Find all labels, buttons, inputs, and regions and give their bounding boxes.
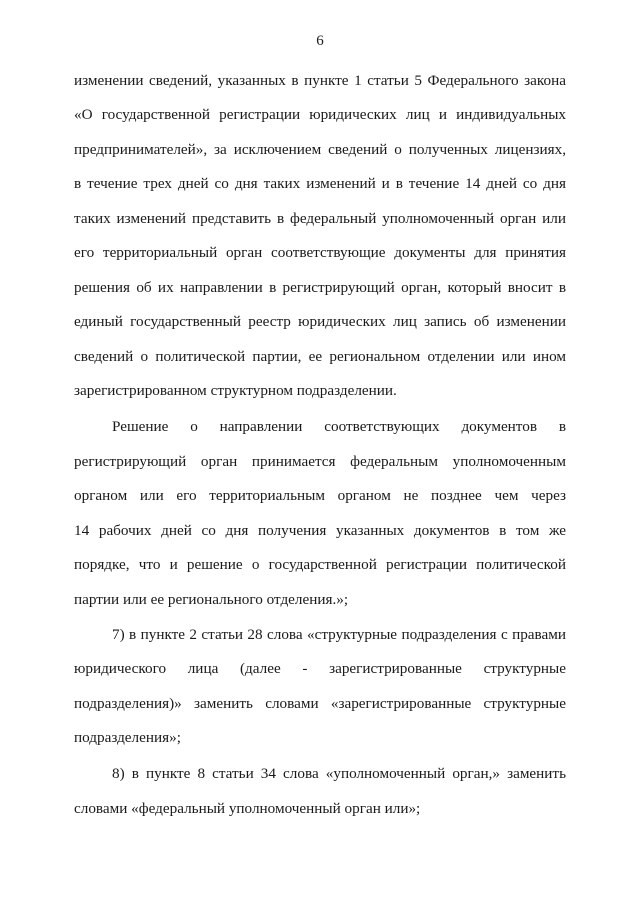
paragraph-first-line: Решение о направлении соответствующих документов в bbox=[112, 418, 566, 435]
text-line: изменении сведений, указанных в пункте 1 статьи 5 Федерального закона bbox=[74, 72, 566, 89]
text-line: таких изменений представить в федеральный уполномоченный орган или bbox=[74, 210, 566, 227]
text-line: зарегистрированном структурном подразделении. bbox=[74, 382, 397, 399]
list-item-7-first-line: 7) в пункте 2 статьи 28 слова «структурные подразделения с правами bbox=[112, 626, 566, 643]
text-line: предпринимателей», за исключением сведений о полученных лицензиях, bbox=[74, 141, 566, 158]
text-line: партии или ее регионального отделения.»; bbox=[74, 591, 349, 608]
text-line: подразделения)» заменить словами «зарегистрированные структурные bbox=[74, 695, 566, 712]
text-line: «О государственной регистрации юридических лиц и индивидуальных bbox=[74, 106, 566, 123]
text-line: регистрирующий орган принимается федеральным уполномоченным bbox=[74, 453, 566, 470]
text-line: в течение трех дней со дня таких изменений и в течение 14 дней со дня bbox=[74, 175, 566, 192]
text-line: порядке, что и решение о государственной регистрации политической bbox=[74, 556, 566, 573]
text-line: юридического лица (далее - зарегистрированные структурные bbox=[74, 660, 566, 677]
text-line: органом или его территориальным органом не позднее чем через bbox=[74, 487, 566, 504]
text-line: словами «федеральный уполномоченный орган или»; bbox=[74, 800, 421, 817]
text-line: подразделения»; bbox=[74, 729, 181, 746]
text-line: его территориальный орган соответствующие документы для принятия bbox=[74, 244, 566, 261]
text-line: сведений о политической партии, ее региональном отделении или ином bbox=[74, 348, 566, 365]
text-line: единый государственный реестр юридических лиц запись об изменении bbox=[74, 313, 566, 330]
text-line: решения об их направлении в регистрирующий орган, который вносит в bbox=[74, 279, 566, 296]
text-line: 14 рабочих дней со дня получения указанных документов в том же bbox=[74, 522, 566, 539]
list-item-8-first-line: 8) в пункте 8 статьи 34 слова «уполномоченный орган,» заменить bbox=[112, 765, 566, 782]
page-number: 6 bbox=[316, 33, 324, 49]
